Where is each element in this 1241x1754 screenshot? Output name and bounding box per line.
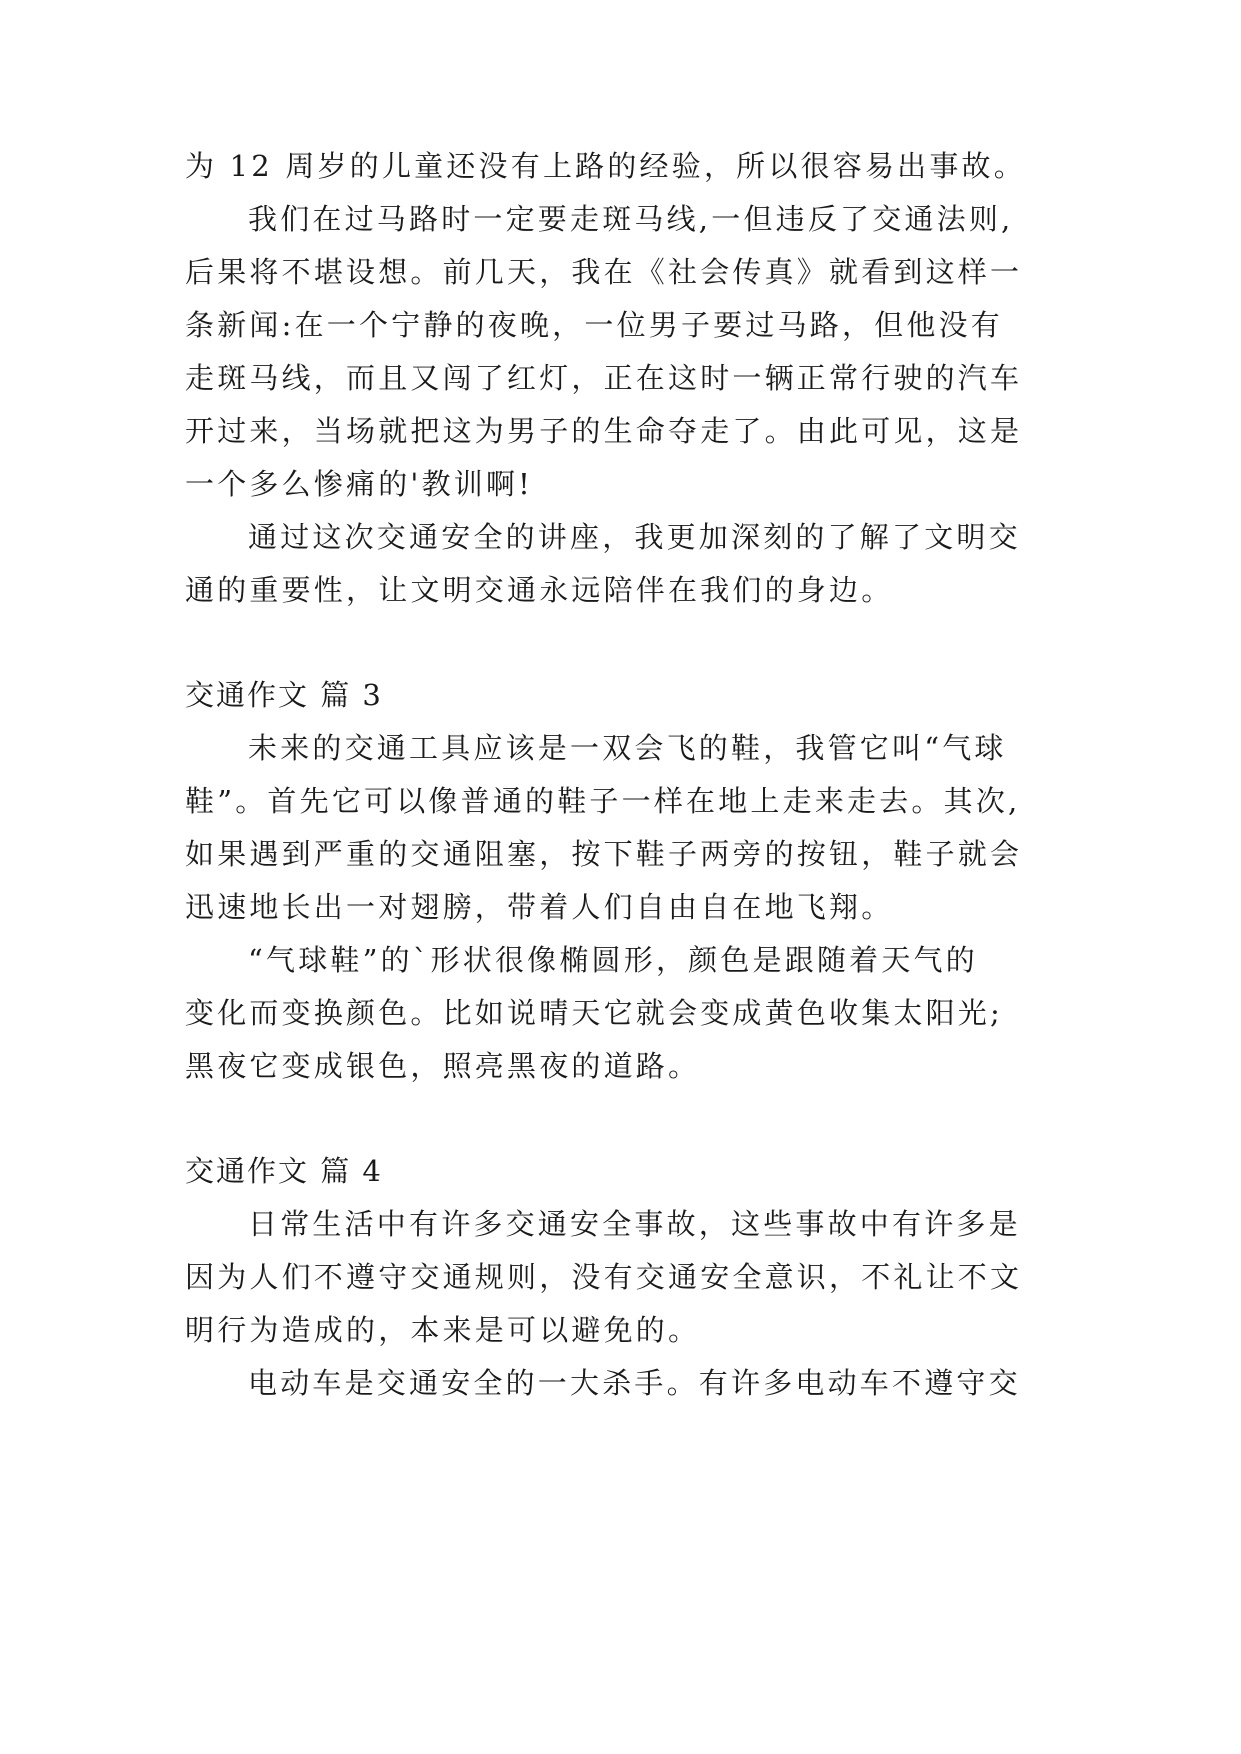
section-heading: 交通作文 篇 3 [185, 678, 383, 712]
text-line: 鞋”。首先它可以像普通的鞋子一样在地上走来走去。其次, [185, 784, 1021, 818]
text-line: 变化而变换颜色。比如说晴天它就会变成黄色收集太阳光; [185, 996, 1003, 1030]
text-line: 明行为造成的，本来是可以避免的。 [185, 1313, 701, 1347]
text-line: 一个多么惨痛的'教训啊! [185, 467, 534, 501]
text-line: 黑夜它变成银色，照亮黑夜的道路。 [185, 1049, 701, 1083]
text-line: 开过来，当场就把这为男子的生命夺走了。由此可见，这是 [185, 414, 1023, 448]
paragraph-first-line: 我们在过马路时一定要走斑马线,一但违反了交通法则, [248, 202, 1014, 236]
text-line: 为 12 周岁的儿童还没有上路的经验，所以很容易出事故。 [185, 149, 1026, 183]
paragraph-first-line: 日常生活中有许多交通安全事故，这些事故中有许多是 [248, 1207, 1021, 1241]
paragraph-first-line: “气球鞋”的`形状很像椭圆形，颜色是跟随着天气的 [248, 943, 978, 977]
text-line: 通的重要性，让文明交通永远陪伴在我们的身边。 [185, 573, 894, 607]
text-line: 走斑马线，而且又闯了红灯，正在这时一辆正常行驶的汽车 [185, 361, 1023, 395]
section-heading: 交通作文 篇 4 [185, 1154, 383, 1188]
paragraph-first-line: 未来的交通工具应该是一双会飞的鞋，我管它叫“气球 [248, 731, 1007, 765]
paragraph-first-line: 通过这次交通安全的讲座，我更加深刻的了解了文明交 [248, 520, 1021, 554]
text-line: 如果遇到严重的交通阻塞，按下鞋子两旁的按钮，鞋子就会 [185, 837, 1023, 871]
text-line: 迅速地长出一对翅膀，带着人们自由自在地飞翔。 [185, 890, 894, 924]
text-line: 后果将不堪设想。前几天，我在《社会传真》就看到这样一 [185, 255, 1023, 289]
text-line: 条新闻:在一个宁静的夜晚，一位男子要过马路，但他没有 [185, 308, 1003, 342]
text-line: 因为人们不遵守交通规则，没有交通安全意识，不礼让不文 [185, 1260, 1023, 1294]
paragraph-first-line: 电动车是交通安全的一大杀手。有许多电动车不遵守交 [248, 1366, 1021, 1400]
